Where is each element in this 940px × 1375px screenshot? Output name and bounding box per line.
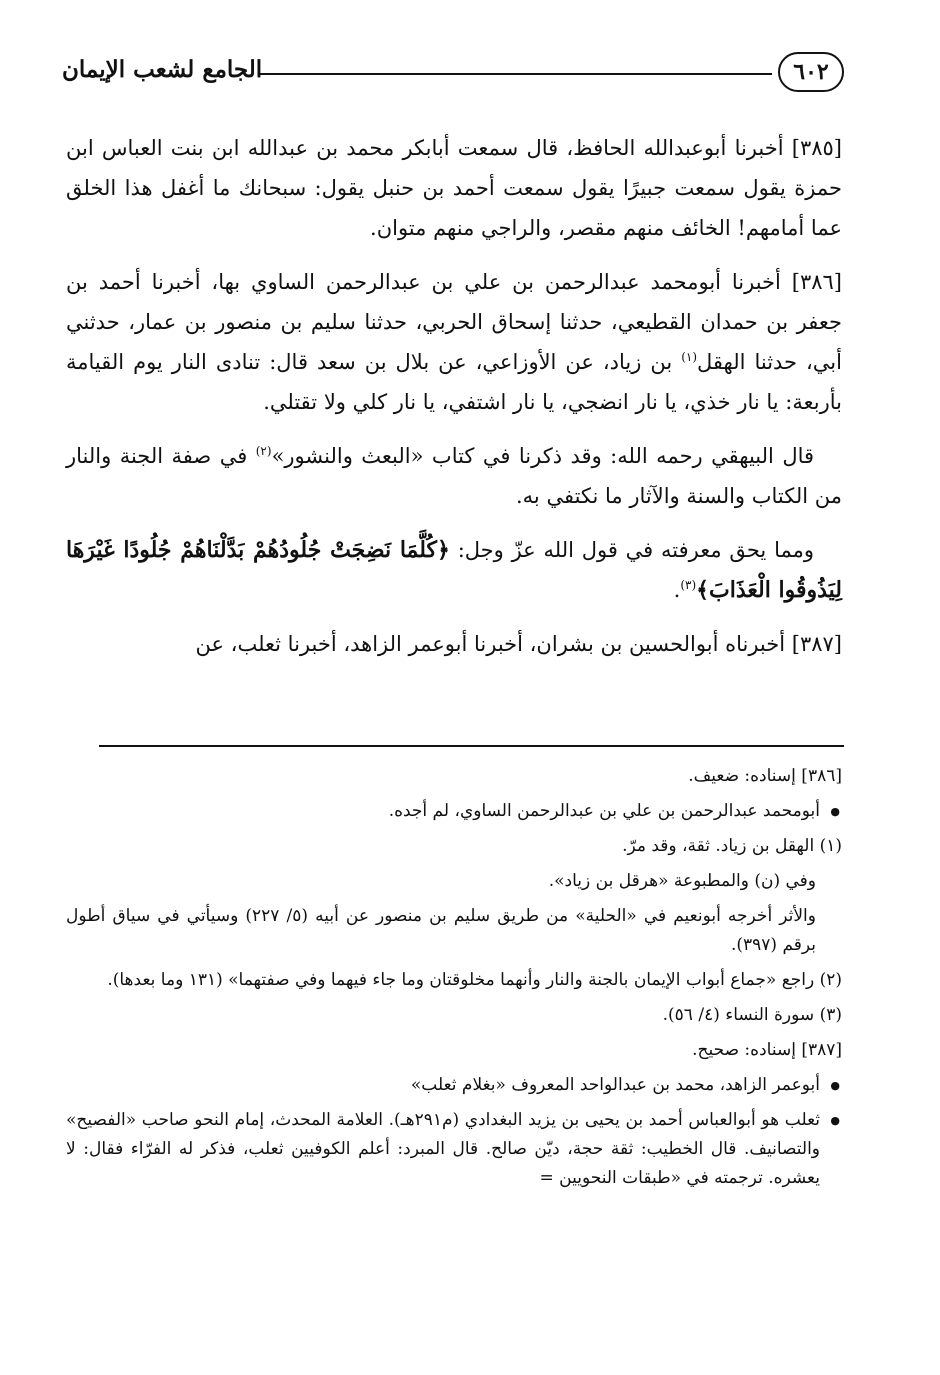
paragraph-385: [٣٨٥] أخبرنا أبوعبدالله الحافظ، قال سمعت أبابكر محمد بن عبدالله ابن بنت العباس ابن حمزة يقول سمعت جبيرًا يقول سمعت أحمد بن حنبل يقول: سبحانك ما أغفل هذا الخلق عما أمامهم! الخائف منهم مقصر، والراجي منهم متوان.: [66, 136, 842, 240]
footnote: (٢) راجع «جماع أبواب الإيمان بالجنة والنار وأنهما مخلوقتان وما جاء فيهما وفي صفتهما» (١٣١ وما بعدها).: [107, 970, 842, 990]
footnote-marker-3: (٣): [680, 578, 697, 592]
paragraph-bayhaqi-text-a: قال البيهقي رحمه الله: وقد ذكرنا في كتاب «البعث والنشور»: [271, 444, 815, 468]
paragraph-verse: [66, 530, 842, 610]
paragraph-verse-intro: ومما يحق معرفته في قول الله عزّ وجل:: [449, 538, 814, 562]
paragraph-386-text-b: بن زياد، عن الأوزاعي، عن بلال بن سعد قال: تنادى النار يوم القيامة بأربعة: يا نار خذي، يا نار انضجي، يا نار اشتفي، يا نار كلي ولا تقتلي.: [66, 350, 842, 414]
paragraph-387: [٣٨٧] أخبرناه أبوالحسين بن بشران، أخبرنا أبوعمر الزاهد، أخبرنا ثعلب، عن: [195, 632, 842, 656]
footnote-marker-2: (٢): [255, 444, 272, 458]
book-title: الجامع لشعب الإيمان: [62, 56, 263, 83]
paragraph-bayhaqi: [66, 436, 842, 516]
quran-verse: ﴿كُلَّمَا نَضِجَتْ جُلُودُهُمْ بَدَّلْنَاهُمْ جُلُودًا غَيْرَهَا لِيَذُوقُوا الْعَذَابَ﴾: [66, 537, 842, 603]
footnote-separator: [99, 745, 844, 747]
footnote-continuation: والأثر أخرجه أبونعيم في «الحلية» من طريق سليم بن منصور عن أبيه (٥/ ٢٢٧) وسيأتي في سياق أطول برقم (٣٩٧).: [66, 906, 816, 955]
footnote-continuation: وفي (ن) والمطبوعة «هرقل بن زياد».: [548, 871, 816, 891]
paragraph-bayhaqi-text-b: في صفة الجنة والنار من الكتاب والسنة والآثار ما نكتفي به.: [66, 444, 842, 508]
footnote-bullet: ● أبوعمر الزاهد، محمد بن عبدالواحد المعروف «بغلام ثعلب»: [66, 1071, 842, 1100]
footnote-bullet: ● أبومحمد عبدالرحمن بن علي بن عبدالرحمن الساوي، لم أجده.: [66, 797, 842, 826]
footnote-marker-1: (١): [681, 350, 698, 364]
main-text: [66, 128, 842, 678]
footnote: (١) الهقل بن زياد. ثقة، وقد مرّ.: [622, 836, 842, 856]
header-rule: [260, 73, 772, 75]
paragraph-386-text-a: [٣٨٦] أخبرنا أبومحمد عبدالرحمن بن علي بن عبدالرحمن الساوي بها، أخبرنا أحمد بن جعفر بن حمدان القطيعي، حدثنا إسحاق الحربي، حدثنا سليم بن منصور بن عمار، حدثني أبي، حدثنا الهقل: [66, 270, 842, 374]
paragraph-386: [66, 262, 842, 422]
page-number: ٦٠٢: [778, 52, 844, 92]
footnote-head: [٣٨٧] إسناده: صحيح.: [692, 1040, 842, 1060]
footnote: (٣) سورة النساء (٤/ ٥٦).: [662, 1005, 842, 1025]
page-header: [62, 52, 844, 102]
footnote-head: [٣٨٦] إسناده: ضعيف.: [688, 766, 842, 786]
paragraph-verse-end: .: [673, 578, 681, 602]
footnotes: [66, 762, 842, 1199]
footnote-bullet: ● ثعلب هو أبوالعباس أحمد بن يحيى بن يزيد البغدادي (م٢٩١هـ). العلامة المحدث، إمام النحو صاحب «الفصيح» والتصانيف. قال الخطيب: ثقة حجة، ديّن صالح. قال المبرد: أعلم الكوفيين ثعلب، فذكر له الفرّاء فقال: لا يعشره. ترجمته في «طبقات النحويين =: [66, 1106, 842, 1193]
